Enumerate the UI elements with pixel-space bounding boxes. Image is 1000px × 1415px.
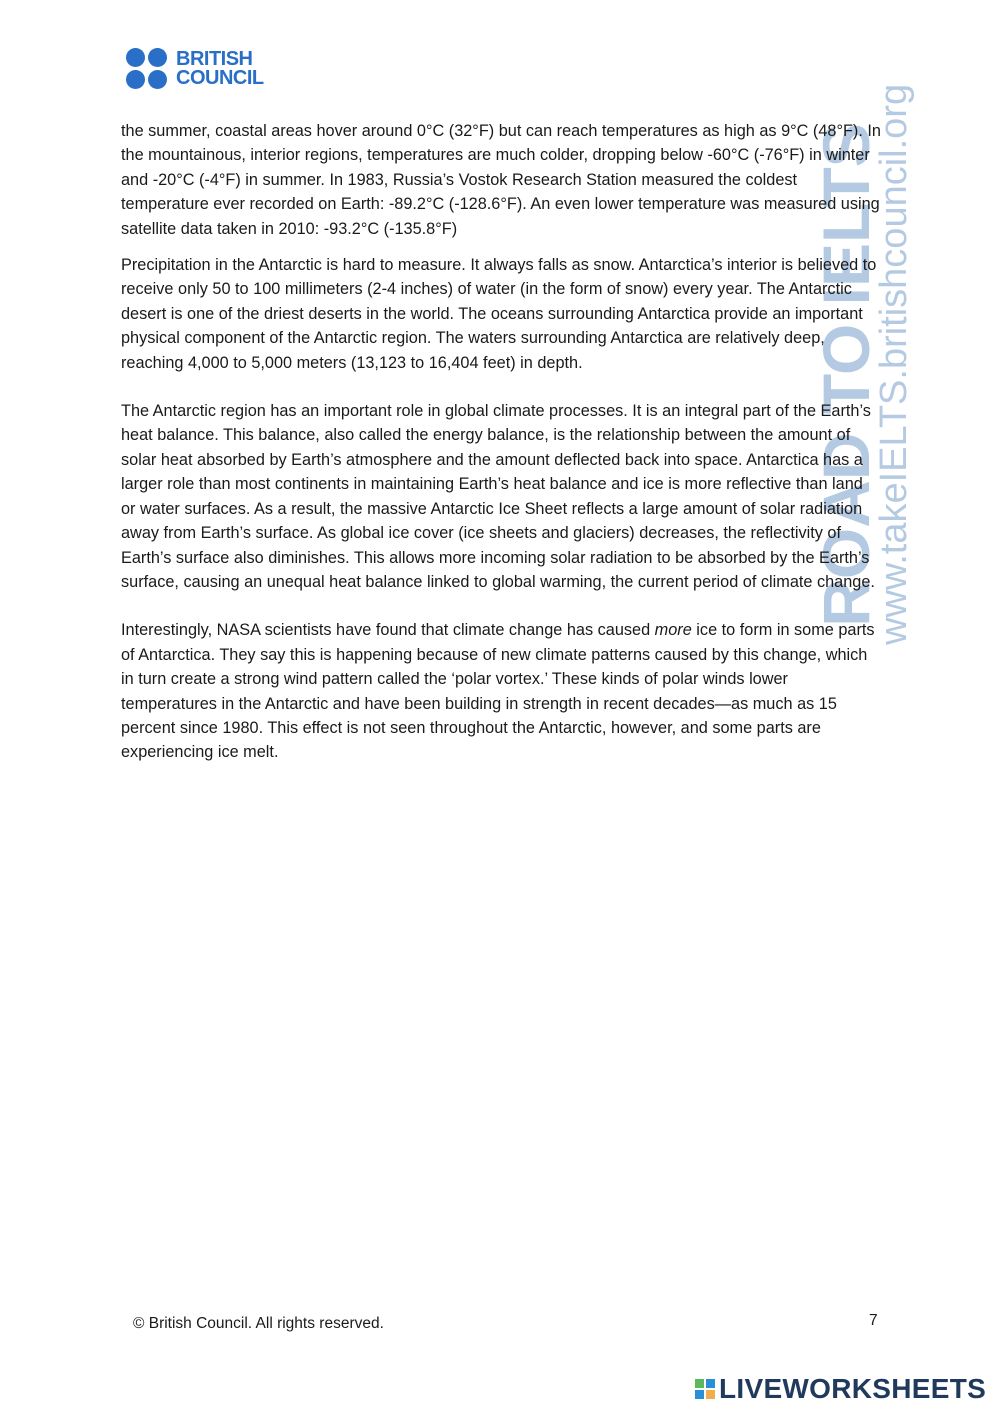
british-council-dots-icon: [126, 48, 168, 90]
british-council-logo: [126, 48, 264, 90]
liveworksheets-wordmark: LIVEWORKSHEETS: [719, 1373, 987, 1404]
logo-wordmark: [176, 50, 264, 88]
paragraph-1: the summer, coastal areas hover around 0°C (32°F) but can reach temperatures as high as 9°C (48°F). In the mountainous, interior regions, temperatures are much colder, dropping below -60°C (-76°F) in winter and -20°C (-4°F) in summer. In 1983, Russia’s Vostok Research Station measured the coldest temperature ever recorded on Earth: -89.2°C (-128.6°F). An even lower temperature was measured using satellite data taken in 2010: -93.2°C (-135.8°F): [121, 122, 881, 238]
paragraph-4-start: Interestingly, NASA scientists have found that climate change has caused: [121, 621, 655, 640]
watermark-title: ROAD TO IELTS: [809, 123, 883, 627]
paragraph-4-end: ice to form in some parts of Antarctica. They say this is happening because of new climate patterns caused by this change, which in turn create a strong wind pattern called the ‘polar vortex.’ These kinds of polar winds lower temperatures in the Antarctic and have been building in strength in recent decades—as much as 15 percent since 1980. This effect is not seen throughout the Antarctic, however, and some parts are experiencing ice melt.: [121, 621, 875, 762]
logo-line-1: BRITISH: [176, 48, 253, 70]
copyright-notice: © British Council. All rights reserved.: [133, 1315, 384, 1332]
paragraph-4-emphasis: more: [654, 621, 692, 640]
liveworksheets-logo[interactable]: [695, 1373, 986, 1405]
liveworksheets-icon: [695, 1379, 715, 1399]
document-body: [121, 119, 881, 789]
watermark-url: www.takeIELTS.britishcouncil.org: [873, 83, 915, 645]
paragraph-3: The Antarctic region has an important role in global climate processes. It is an integral part of the Earth’s heat balance. This balance, also called the energy balance, is the relationship between the amount of solar heat absorbed by Earth’s atmosphere and the amount deflected back into space. Antarctica has a larger role than most continents in maintaining Earth’s heat balance and ice is more reflective than land or water surfaces. As a result, the massive Antarctic Ice Sheet reflects a large amount of solar radiation away from Earth’s surface. As global ice cover (ice sheets and glaciers) decreases, the reflectivity of Earth’s surface also diminishes. This allows more incoming solar radiation to be absorbed by the Earth’s surface, causing an unequal heat balance linked to global warming, the current period of climate change.: [121, 402, 875, 591]
logo-line-2: COUNCIL: [176, 67, 264, 89]
paragraph-4: [121, 618, 881, 764]
paragraph-2: Precipitation in the Antarctic is hard to measure. It always falls as snow. Antarctica’s interior is believed to receive only 50 to 100 millimeters (2-4 inches) of water (in the form of snow) every year. The Antarctic desert is one of the driest deserts in the world. The oceans surrounding Antarctica provide an important physical component of the Antarctic region. The waters surrounding Antarctica are relatively deep, reaching 4,000 to 5,000 meters (13,123 to 16,404 feet) in depth.: [121, 256, 877, 372]
page-number: 7: [869, 1312, 878, 1329]
